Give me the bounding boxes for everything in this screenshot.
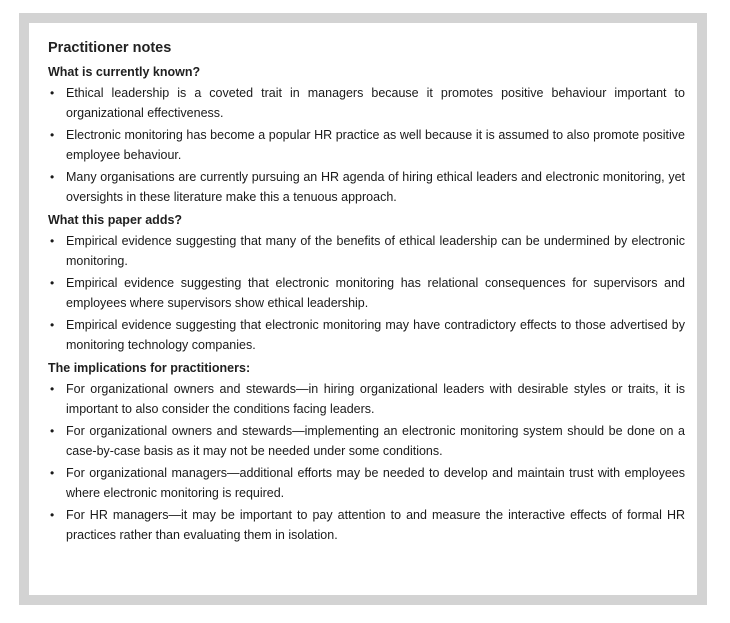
list-item-text: For organizational owners and stewards—implementing an electronic monitoring system should be done on a case-by-case basis as it may not be needed under some conditions. xyxy=(66,424,685,458)
bullet-icon: • xyxy=(50,318,55,332)
list-item-text: Empirical evidence suggesting that many of the benefits of ethical leadership can be undermined by electronic monitoring. xyxy=(66,234,685,268)
list-item-text: Many organisations are currently pursuing an HR agenda of hiring ethical leaders and electronic monitoring, yet oversights in these literature make this a tenuous approach. xyxy=(66,170,685,204)
list-item xyxy=(48,505,685,545)
bullet-icon: • xyxy=(50,170,55,184)
list-item-text: Empirical evidence suggesting that electronic monitoring has relational consequences for supervisors and employees where supervisors show ethical leadership. xyxy=(66,276,685,310)
list-item-text: For organizational managers—additional efforts may be needed to develop and maintain trust with employees where electronic monitoring is required. xyxy=(66,466,685,500)
list-item-text: For organizational owners and stewards—in hiring organizational leaders with desirable styles or traits, it is important to also consider the conditions facing leaders. xyxy=(66,382,685,416)
list-item xyxy=(48,83,685,123)
bullet-icon: • xyxy=(50,86,55,100)
bullet-list xyxy=(48,379,685,545)
bullet-icon: • xyxy=(50,382,55,396)
practitioner-notes-frame xyxy=(19,13,707,605)
list-item xyxy=(48,167,685,207)
bullet-icon: • xyxy=(50,276,55,290)
bullet-icon: • xyxy=(50,128,55,142)
section-implications xyxy=(48,360,685,545)
bullet-list xyxy=(48,231,685,355)
section-heading: What is currently known? xyxy=(48,65,201,79)
list-item xyxy=(48,463,685,503)
list-item-text: For HR managers—it may be important to pay attention to and measure the interactive effects of formal HR practices rather than evaluating them in isolation. xyxy=(66,508,685,542)
list-item-text: Ethical leadership is a coveted trait in managers because it promotes positive behaviour important to organizational effectiveness. xyxy=(66,86,685,120)
bullet-list xyxy=(48,83,685,207)
list-item xyxy=(48,379,685,419)
list-item-text: Empirical evidence suggesting that electronic monitoring may have contradictory effects to those advertised by monitoring technology companies. xyxy=(66,318,685,352)
list-item xyxy=(48,421,685,461)
section-paper-adds xyxy=(48,212,685,355)
list-item xyxy=(48,125,685,165)
list-item xyxy=(48,273,685,313)
list-item xyxy=(48,315,685,355)
bullet-icon: • xyxy=(50,466,55,480)
bullet-icon: • xyxy=(50,234,55,248)
section-heading: What this paper adds? xyxy=(48,213,183,227)
bullet-icon: • xyxy=(50,508,55,522)
practitioner-notes-panel xyxy=(29,23,697,595)
bullet-icon: • xyxy=(50,424,55,438)
list-item-text: Electronic monitoring has become a popular HR practice as well because it is assumed to also promote positive employee behaviour. xyxy=(66,128,685,162)
box-title: Practitioner notes xyxy=(48,40,172,56)
list-item xyxy=(48,231,685,271)
section-currently-known xyxy=(48,64,685,207)
section-heading: The implications for practitioners: xyxy=(48,361,251,375)
